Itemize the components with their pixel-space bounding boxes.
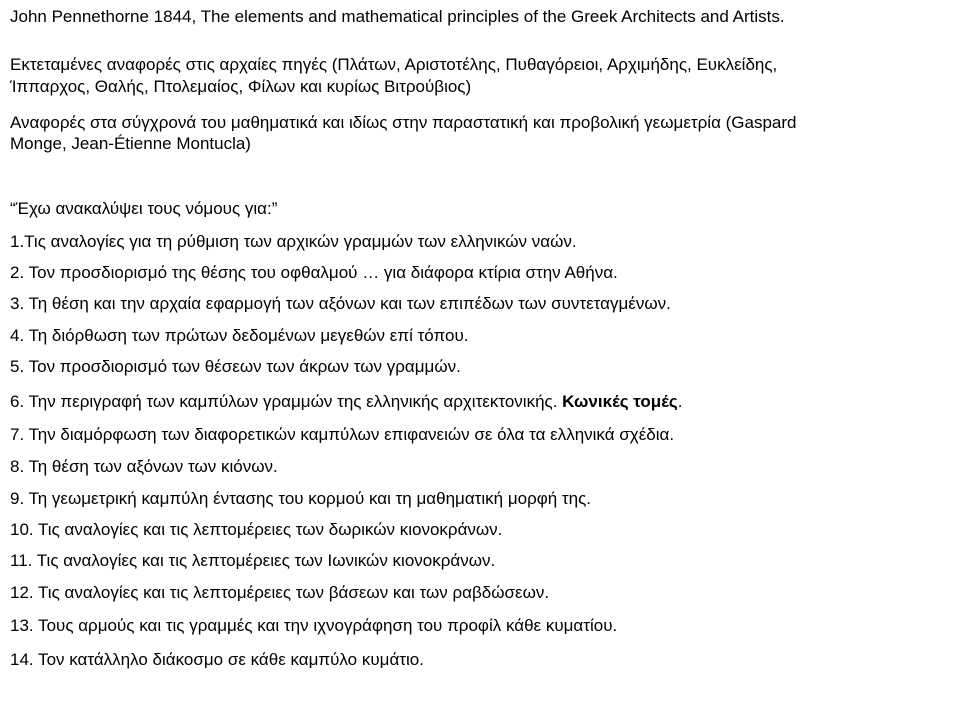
- modern-references-line-1: Αναφορές στα σύγχρονά του μαθηματικά και ιδίως στην παραστατική και προβολική γεωμετρία (Gaspard: [10, 113, 797, 132]
- list-item-6-end: .: [677, 392, 683, 411]
- list-item-9: 9. Τη γεωμετρική καμπύλη έντασης του κορμού και τη μαθηματική μορφή της.: [10, 489, 592, 508]
- list-item-12: 12. Τις αναλογίες και τις λεπτομέρειες των βάσεων και των ραβδώσεων.: [10, 583, 550, 602]
- list-item-2: 2. Τον προσδιορισμό της θέσης του οφθαλμού … για διάφορα κτίρια στην Αθήνα.: [10, 263, 618, 282]
- list-item-10: 10. Τις αναλογίες και τις λεπτομέρειες των δωρικών κιονοκράνων.: [10, 520, 503, 539]
- list-item-5: 5. Τον προσδιορισμό των θέσεων των άκρων των γραμμών.: [10, 357, 461, 376]
- list-item-14: 14. Τον κατάλληλο διάκοσμο σε κάθε καμπύλο κυμάτιο.: [10, 650, 424, 669]
- conic-sections-emphasis: Κωνικές τομές: [562, 392, 678, 411]
- list-item-7: 7. Την διαμόρφωση των διαφορετικών καμπύλων επιφανειών σε όλα τα ελληνικά σχέδια.: [10, 425, 675, 444]
- document-title: John Pennethorne 1844, The elements and mathematical principles of the Greek Architects and Artists.: [10, 7, 785, 26]
- list-item-6: [10, 392, 682, 412]
- list-item-6-text: 6. Την περιγραφή των καμπύλων γραμμών της ελληνικής αρχιτεκτονικής.: [10, 392, 558, 411]
- list-item-13: 13. Τους αρμούς και τις γραμμές και την ιχνογράφηση του προφίλ κάθε κυματίου.: [10, 616, 618, 635]
- list-item-11: 11. Τις αναλογίες και τις λεπτομέρειες των Ιωνικών κιονοκράνων.: [10, 551, 496, 570]
- list-item-4: 4. Τη διόρθωση των πρώτων δεδομένων μεγεθών επί τόπου.: [10, 326, 469, 345]
- list-item-1: 1.Τις αναλογίες για τη ρύθμιση των αρχικών γραμμών των ελληνικών ναών.: [10, 232, 577, 251]
- list-item-3: 3. Τη θέση και την αρχαία εφαρμογή των αξόνων και των επιπέδων των συντεταγμένων.: [10, 294, 671, 313]
- list-item-8: 8. Τη θέση των αξόνων των κιόνων.: [10, 457, 278, 476]
- ancient-sources-line-1: Εκτεταμένες αναφορές στις αρχαίες πηγές (Πλάτων, Αριστοτέλης, Πυθαγόρειοι, Αρχιμήδης, Ευκλείδης,: [10, 55, 778, 74]
- quote-intro: “Έχω ανακαλύψει τους νόμους για:”: [10, 199, 278, 218]
- modern-references-line-2: Monge, Jean-Étienne Montucla): [10, 134, 251, 153]
- ancient-sources-line-2: Ίππαρχος, Θαλής, Πτολεμαίος, Φίλων και κυρίως Βιτρούβιος): [10, 77, 472, 96]
